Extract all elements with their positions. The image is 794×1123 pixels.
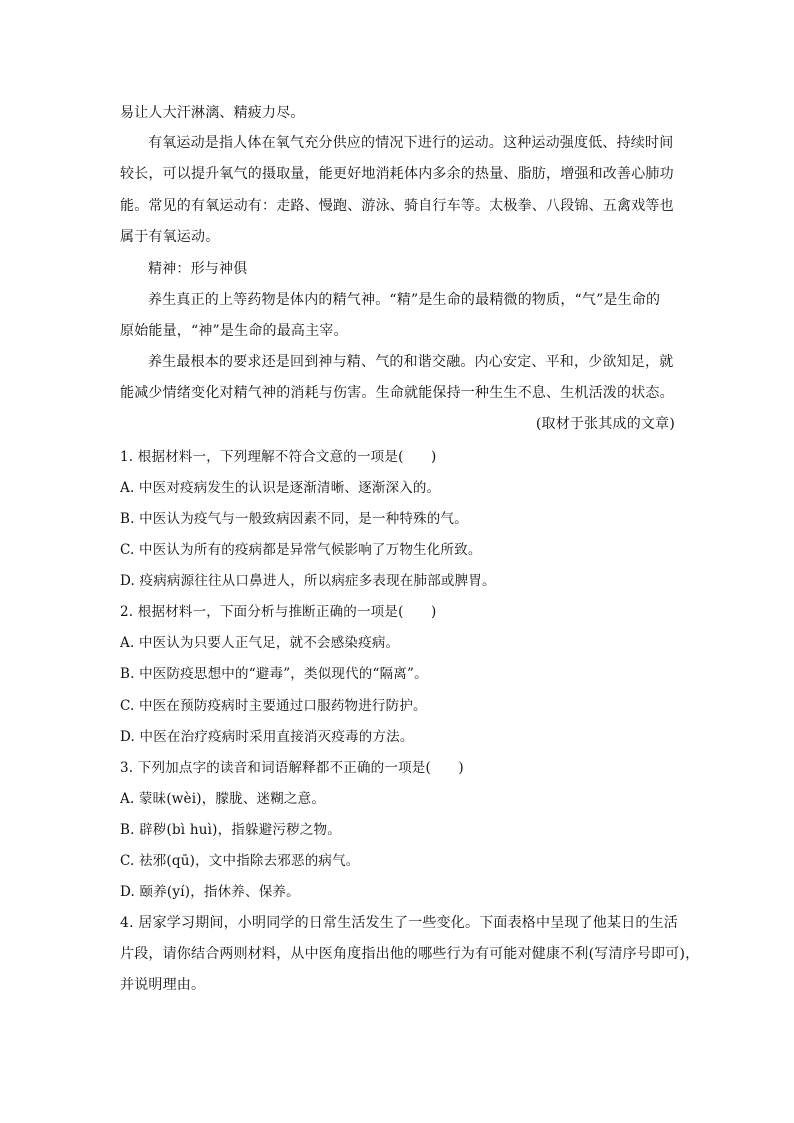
- question-stem: 并说明理由。: [120, 977, 206, 993]
- passage-source: (取材于张其成的文章): [535, 416, 675, 432]
- passage-line: 养生最根本的要求还是回到神与精、气的和谐交融。内心安定、平和，少欲知足，就: [148, 354, 674, 370]
- question-option: A. 蒙昧(wèi)，朦胧、迷糊之意。: [120, 791, 326, 807]
- passage-line: 能减少情绪变化对精气神的消耗与伤害。生命就能保持一种生生不息、生机活泼的状态。: [120, 385, 674, 401]
- question-option: C. 中医在预防疫病时主要通过口服药物进行防护。: [120, 698, 427, 714]
- section-heading: 精神：形与神俱: [148, 261, 248, 277]
- question-stem: 3. 下列加点字的读音和词语解释都不正确的一项是( ): [120, 760, 464, 776]
- passage-line: 有氧运动是指人体在氧气充分供应的情况下进行的运动。这种运动强度低、持续时间: [148, 135, 674, 151]
- question-option: C. 祛邪(qū)，文中指除去邪恶的病气。: [120, 853, 360, 869]
- question-stem: 4. 居家学习期间，小明同学的日常生活发生了一些变化。下面表格中呈现了他某日的生活: [120, 915, 679, 931]
- passage-line: 养生真正的上等药物是体内的精气神。“精”是生命的最精微的物质，“气”是生命的: [148, 292, 661, 308]
- question-stem: 1. 根据材料一，下列理解不符合文意的一项是( ): [120, 449, 437, 465]
- question-option: D. 疫病病源往往从口鼻进人，所以病症多表现在肺部或脾胃。: [120, 573, 496, 589]
- question-option: A. 中医对疫病发生的认识是逐渐清晰、逐渐深入的。: [120, 480, 441, 496]
- passage-line: 能。常见的有氧运动有：走路、慢跑、游泳、骑自行车等。太极拳、八段锦、五禽戏等也: [120, 198, 674, 214]
- question-stem: 片段，请你结合两则材料，从中医角度指出他的哪些行为有可能对健康不利(写清序号即可)，: [120, 946, 700, 962]
- passage-line: 属于有氧运动。: [120, 229, 220, 245]
- passage-line: 较长，可以提升氧气的摄取量，能更好地消耗体内多余的热量、脂肪，增强和改善心肺功: [120, 166, 674, 182]
- question-option: B. 辟秽(bì huì)，指躲避污秽之物。: [120, 822, 341, 838]
- passage-line: 易让人大汗淋漓、精疲力尽。: [120, 105, 305, 121]
- question-option: D. 颐养(yí)，指休养、保养。: [120, 884, 300, 900]
- question-option: D. 中医在治疗疫病时采用直接消灭疫毒的方法。: [120, 729, 414, 745]
- passage-line: 原始能量，“神”是生命的最高主宰。: [120, 323, 348, 339]
- question-option: A. 中医认为只要人正气足，就不会感染疫病。: [120, 635, 400, 651]
- question-option: B. 中医防疫思想中的“避毒”，类似现代的“隔离”。: [120, 666, 428, 682]
- question-stem: 2. 根据材料一，下面分析与推断正确的一项是( ): [120, 604, 437, 620]
- question-option: B. 中医认为疫气与一般致病因素不同，是一种特殊的气。: [120, 511, 468, 527]
- question-option: C. 中医认为所有的疫病都是异常气候影响了万物生化所致。: [120, 542, 482, 558]
